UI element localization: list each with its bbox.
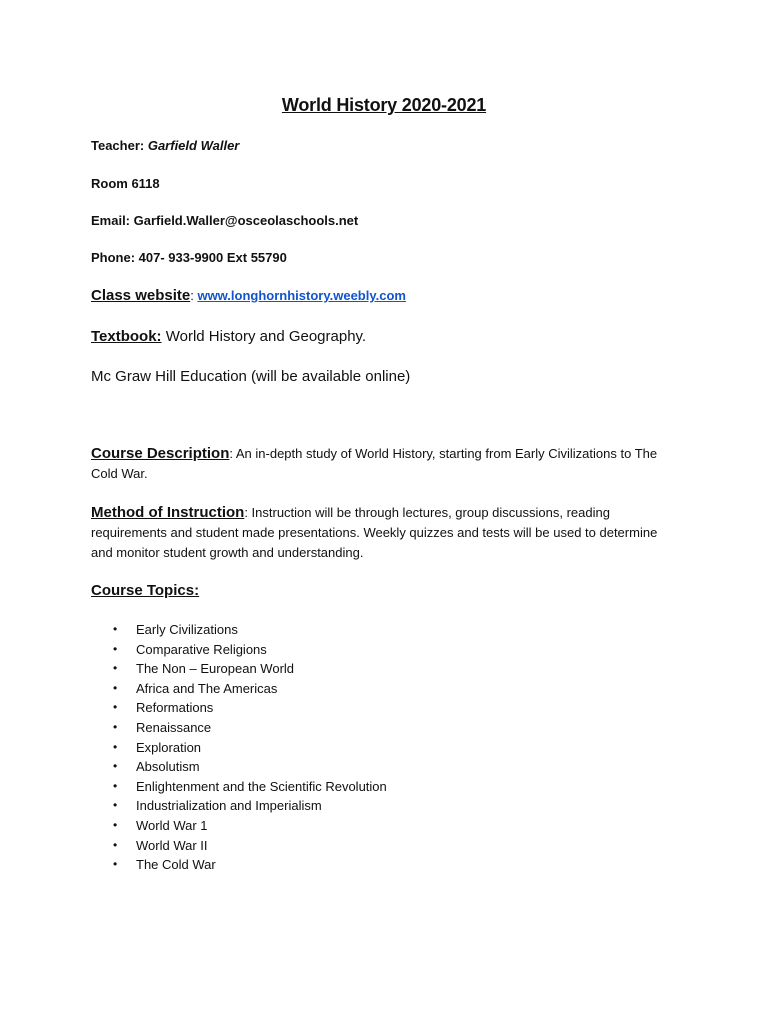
website-link[interactable]: www.longhornhistory.weebly.com bbox=[197, 288, 406, 303]
bullet-icon: • bbox=[113, 622, 118, 636]
list-item: • Enlightenment and the Scientific Revolution bbox=[91, 777, 387, 797]
document-title: World History 2020-2021 bbox=[281, 95, 487, 115]
bullet-icon: • bbox=[113, 817, 118, 832]
list-item: • World War II bbox=[91, 836, 387, 856]
teacher-line bbox=[91, 138, 239, 153]
teacher-name: Garfield Waller bbox=[147, 138, 240, 153]
bullet-icon: • bbox=[113, 700, 118, 715]
bullet-icon: • bbox=[113, 798, 118, 813]
list-item: • Industrialization and Imperialism bbox=[91, 796, 387, 816]
bullet-icon: • bbox=[113, 837, 118, 852]
textbook-value: World History and Geography. bbox=[161, 328, 367, 345]
phone-line: Phone: 407- 933-9900 Ext 55790 bbox=[91, 250, 287, 265]
course-topics-heading: Course Topics: bbox=[91, 582, 200, 599]
bullet-icon: • bbox=[113, 857, 118, 872]
course-description-label: Course Description bbox=[91, 445, 230, 462]
course-description bbox=[91, 444, 681, 484]
list-item: • Renaissance bbox=[91, 718, 387, 738]
website-label: Class website bbox=[91, 287, 191, 304]
bullet-icon: • bbox=[113, 641, 118, 656]
list-item: • Exploration bbox=[91, 738, 387, 758]
list-item: • World War 1 bbox=[91, 816, 387, 836]
list-item: • Absolutism bbox=[91, 757, 387, 777]
list-item: • Reformations bbox=[91, 698, 387, 718]
bullet-icon: • bbox=[113, 661, 118, 676]
course-description-text: : An in-depth study of World History, starting from Early Civilizations to The Cold War. bbox=[91, 446, 658, 481]
list-item: • The Non – European World bbox=[91, 659, 387, 679]
method-of-instruction bbox=[91, 503, 681, 563]
method-label: Method of Instruction bbox=[91, 504, 245, 521]
teacher-label: Teacher: bbox=[91, 138, 148, 153]
method-text: : Instruction will be through lectures, group discussions, reading requirements and student made presentations. Weekly quizzes and tests will be used to determine and monitor student growth and understanding. bbox=[91, 505, 658, 560]
bullet-icon: • bbox=[113, 680, 118, 695]
list-item: • The Cold War bbox=[91, 855, 387, 875]
textbook-label: Textbook: bbox=[91, 328, 162, 345]
textbook-line bbox=[91, 328, 366, 345]
list-item: • Comparative Religions bbox=[91, 640, 387, 660]
bullet-icon: • bbox=[113, 778, 118, 793]
email-line: Email: Garfield.Waller@osceolaschools.net bbox=[91, 213, 359, 228]
website-separator: : bbox=[190, 288, 198, 303]
bullet-icon: • bbox=[113, 739, 118, 754]
course-topics-list bbox=[91, 620, 387, 875]
bullet-icon: • bbox=[113, 719, 118, 734]
list-item: • Africa and The Americas bbox=[91, 679, 387, 699]
website-line bbox=[91, 287, 406, 304]
list-item: • Early Civilizations bbox=[91, 620, 387, 640]
bullet-icon: • bbox=[113, 759, 118, 774]
publisher-line: Mc Graw Hill Education (will be available online) bbox=[91, 368, 411, 385]
room-line: Room 6118 bbox=[91, 176, 160, 191]
